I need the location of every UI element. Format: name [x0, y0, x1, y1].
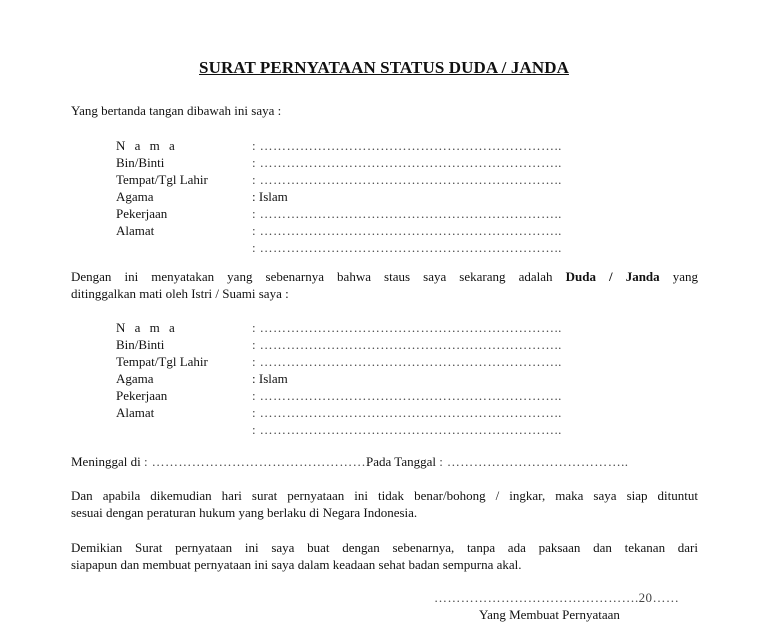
death-date-blank: : …………………………………..: [439, 454, 629, 469]
closing-line-1: Demikian Surat pernyataan ini saya buat dengan sebenarnya, tanpa ada paksaan dan tekanan dari: [71, 540, 698, 555]
intro-text: Yang bertanda tangan dibawah ini saya :: [71, 103, 282, 118]
field-blank: : …………………………………………………………..: [252, 320, 562, 335]
field-blank: : …………………………………………………………..: [252, 155, 562, 170]
statement-line-2: ditinggalkan mati oleh Istri / Suami saya :: [71, 286, 289, 301]
field-blank: : …………………………………………………………..: [252, 354, 562, 369]
field-label: N a m a: [116, 320, 178, 335]
field-label: Tempat/Tgl Lahir: [116, 354, 208, 369]
closing-line-2: siapapun dan membuat pernyataan ini saya dalam keadaan sehat badan sempurna akal.: [71, 557, 522, 572]
field-label: Alamat: [116, 223, 155, 238]
field-value: : Islam: [252, 371, 288, 386]
document-title: SURAT PERNYATAAN STATUS DUDA / JANDA: [199, 58, 569, 77]
death-date-label: Pada Tanggal: [366, 454, 436, 469]
death-info-line: [71, 453, 628, 470]
death-place-label: Meninggal di: [71, 454, 141, 469]
field-blank: : …………………………………………………………..: [252, 422, 562, 437]
field-blank: : …………………………………………………………..: [252, 223, 562, 238]
consequence-line-1: Dan apabila dikemudian hari surat pernyataan ini tidak benar/bohong / ingkar, maka saya siap dituntut: [71, 488, 698, 503]
field-label: Agama: [116, 189, 154, 204]
field-label: Bin/Binti: [116, 155, 165, 170]
field-label: N a m a: [116, 138, 178, 153]
death-place-blank: : …………………………………………: [143, 454, 366, 469]
field-value: : Islam: [252, 189, 288, 204]
status-emphasis: Duda / Janda: [565, 269, 660, 284]
consequence-line-2: sesuai dengan peraturan hukum yang berlaku di Negara Indonesia.: [71, 505, 418, 520]
field-blank: : …………………………………………………………..: [252, 337, 562, 352]
statement-text: Dengan ini menyatakan yang sebenarnya bahwa staus saya sekarang adalah: [71, 269, 553, 284]
field-blank: : …………………………………………………………..: [252, 172, 562, 187]
signature-date-line: ……………………………………….20……: [434, 590, 680, 605]
field-label: Alamat: [116, 405, 155, 420]
field-blank: : …………………………………………………………..: [252, 405, 562, 420]
field-label: Tempat/Tgl Lahir: [116, 172, 208, 187]
statement-paragraph: [71, 268, 698, 302]
field-label: Pekerjaan: [116, 388, 168, 403]
statement-line-1: [71, 268, 698, 285]
field-label: Agama: [116, 371, 154, 386]
closing-paragraph: [71, 539, 698, 573]
field-label: Pekerjaan: [116, 206, 168, 221]
field-blank: : …………………………………………………………..: [252, 388, 562, 403]
signature-label: Yang Membuat Pernyataan: [479, 607, 620, 622]
field-blank: : …………………………………………………………..: [252, 138, 562, 153]
field-blank: : …………………………………………………………..: [252, 240, 562, 255]
field-label: Bin/Binti: [116, 337, 165, 352]
consequence-paragraph: [71, 487, 698, 521]
field-blank: : …………………………………………………………..: [252, 206, 562, 221]
statement-text-end: yang: [672, 269, 699, 284]
